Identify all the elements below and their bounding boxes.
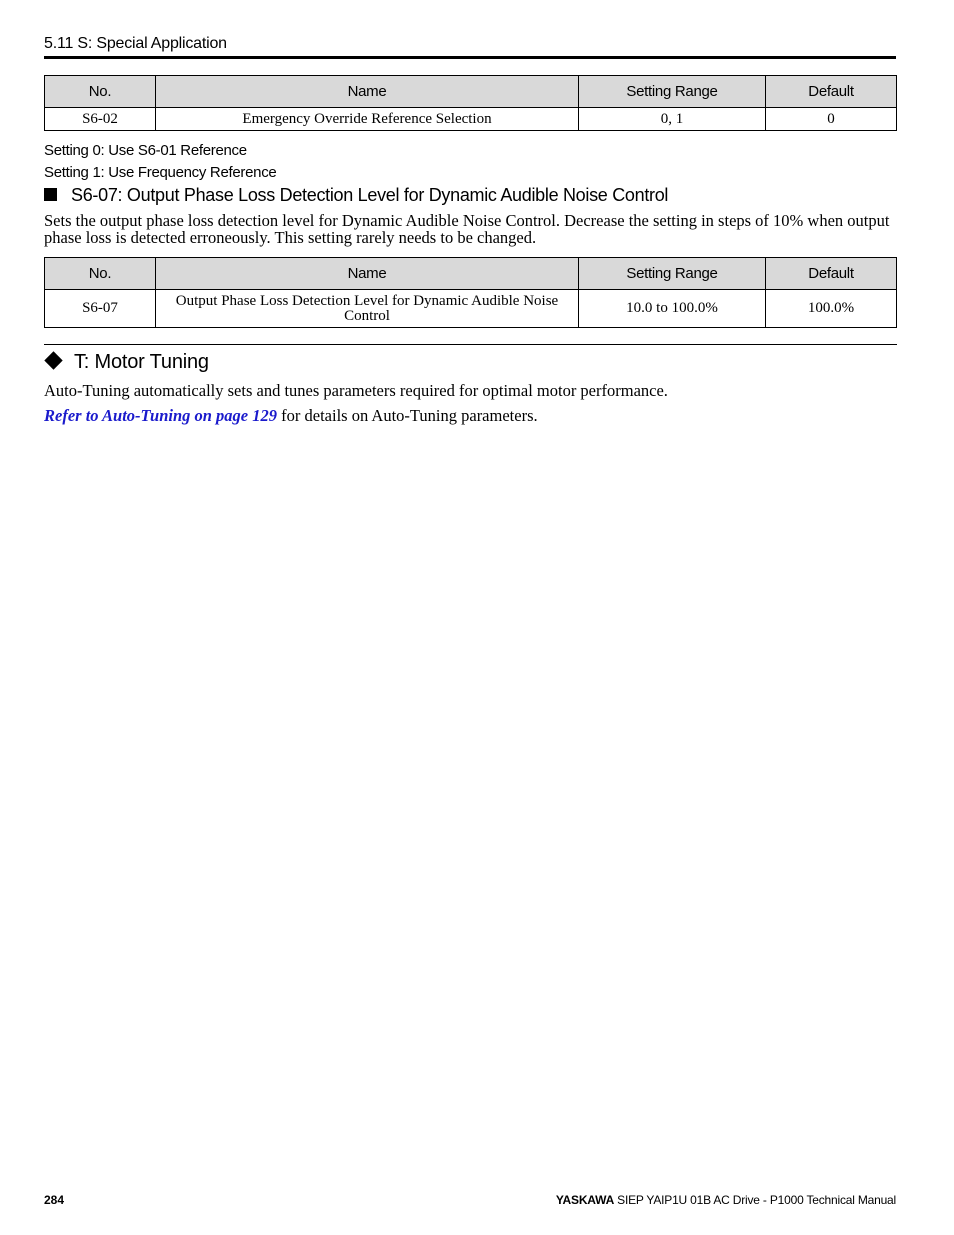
manual-title: SIEP YAIP1U 01B AC Drive - P1000 Technical Manual	[614, 1193, 896, 1207]
s6-07-heading	[44, 184, 668, 206]
column-header-no: No.	[45, 76, 156, 108]
cell-default: 100.0%	[766, 290, 897, 328]
t-motor-tuning-description: Auto-Tuning automatically sets and tunes parameters required for optimal motor performance.	[44, 381, 668, 400]
table-header-row	[45, 258, 897, 290]
cell-setting-range: 10.0 to 100.0%	[579, 290, 766, 328]
reference-suffix: for details on Auto-Tuning parameters.	[277, 406, 538, 425]
setting-0-label: Setting 0: Use S6-01 Reference	[44, 142, 247, 159]
diamond-bullet-icon	[44, 351, 62, 369]
table-header-row	[45, 76, 897, 108]
section-title: 5.11 S: Special Application	[44, 35, 227, 52]
column-header-no: No.	[45, 258, 156, 290]
t-motor-tuning-heading-text: T: Motor Tuning	[74, 351, 209, 373]
cell-no: S6-07	[45, 290, 156, 328]
square-bullet-icon	[44, 188, 57, 201]
parameter-table-s6-02	[44, 75, 897, 131]
section-divider	[44, 344, 897, 345]
cell-default: 0	[766, 108, 897, 131]
cell-no: S6-02	[45, 108, 156, 131]
setting-1-label: Setting 1: Use Frequency Reference	[44, 164, 277, 181]
table-row	[45, 108, 897, 131]
s6-07-heading-text: S6-07: Output Phase Loss Detection Level for Dynamic Audible Noise Control	[71, 185, 669, 205]
column-header-name: Name	[156, 76, 579, 108]
auto-tuning-page-link[interactable]: Refer to Auto-Tuning on page 129	[44, 406, 278, 425]
section-header	[44, 34, 896, 59]
table-row	[45, 290, 897, 328]
t-motor-tuning-heading	[44, 350, 209, 374]
page-number: 284	[44, 1193, 65, 1207]
brand-name: YASKAWA	[555, 1193, 615, 1207]
column-header-setting-range: Setting Range	[579, 76, 766, 108]
cell-setting-range: 0, 1	[579, 108, 766, 131]
column-header-setting-range: Setting Range	[579, 258, 766, 290]
column-header-name: Name	[156, 258, 579, 290]
column-header-default: Default	[766, 76, 897, 108]
parameter-table-s6-07	[44, 257, 897, 328]
column-header-default: Default	[766, 258, 897, 290]
manual-footer	[556, 1193, 896, 1207]
cell-name: Output Phase Loss Detection Level for Dynamic Audible Noise Control	[156, 290, 579, 328]
cell-name: Emergency Override Reference Selection	[156, 108, 579, 131]
t-motor-tuning-reference	[44, 406, 538, 426]
s6-07-description: Sets the output phase loss detection level for Dynamic Audible Noise Control. Decrease the setting in steps of 10% when output phase loss is detected erroneously. This setting rarely needs to be changed.	[44, 211, 890, 247]
